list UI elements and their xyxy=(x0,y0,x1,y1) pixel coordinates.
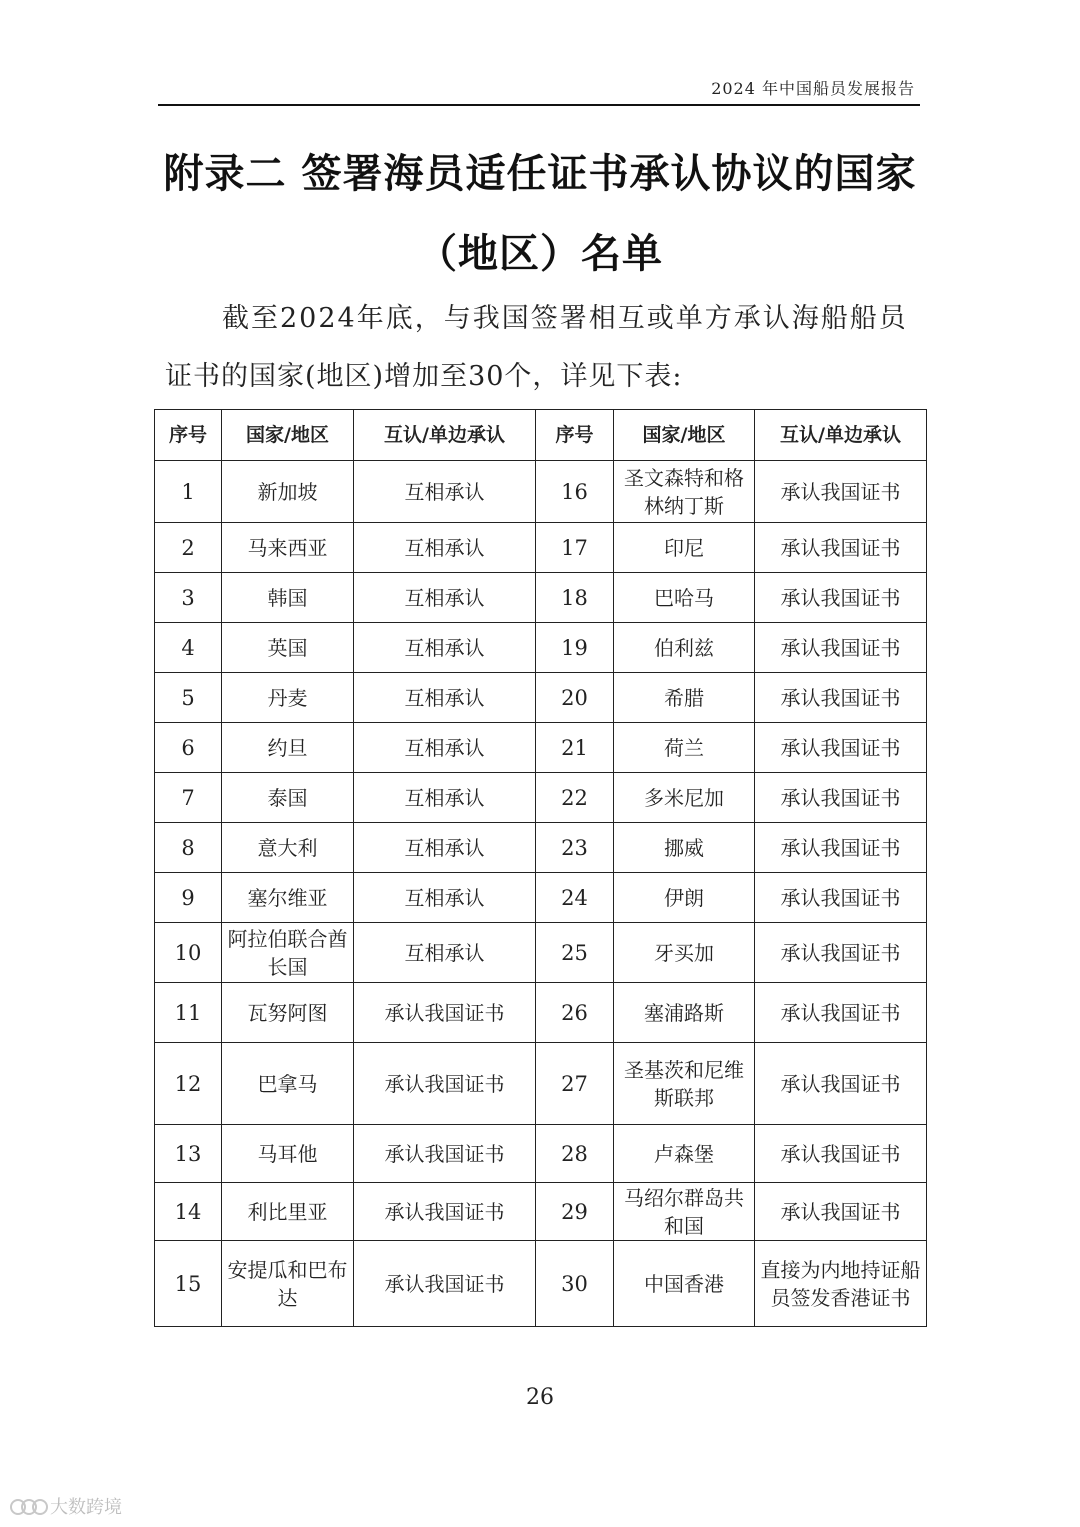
cell-recognition: 承认我国证书 xyxy=(755,673,927,723)
running-header: 2024 年中国船员发展报告 xyxy=(711,79,915,98)
cell-seq: 30 xyxy=(536,1241,614,1327)
cell-recognition: 承认我国证书 xyxy=(755,983,927,1043)
intro-line-2: 证书的国家(地区)增加至30个，详见下表: xyxy=(165,361,683,392)
cell-country: 巴哈马 xyxy=(614,573,755,623)
cell-country: 意大利 xyxy=(222,823,354,873)
cell-country: 利比里亚 xyxy=(222,1183,354,1241)
cell-recognition: 互相承认 xyxy=(354,773,536,823)
table-row xyxy=(155,923,927,983)
cell-country: 新加坡 xyxy=(222,461,354,523)
cell-seq: 20 xyxy=(536,673,614,723)
cell-seq: 7 xyxy=(155,773,222,823)
cell-recognition: 承认我国证书 xyxy=(354,983,536,1043)
cell-seq: 6 xyxy=(155,723,222,773)
cell-seq: 28 xyxy=(536,1125,614,1183)
cell-country: 塞浦路斯 xyxy=(614,983,755,1043)
cell-recognition: 互相承认 xyxy=(354,923,536,983)
watermark-text: 大数跨境 xyxy=(50,1497,122,1518)
cell-country: 约旦 xyxy=(222,723,354,773)
cell-recognition: 承认我国证书 xyxy=(755,573,927,623)
cell-country: 多米尼加 xyxy=(614,773,755,823)
header-divider xyxy=(158,104,920,106)
table-row xyxy=(155,983,927,1043)
cell-seq: 23 xyxy=(536,823,614,873)
header-seq-2: 序号 xyxy=(536,410,614,461)
intro-line-1: 截至2024年底，与我国签署相互或单方承认海船船员 xyxy=(222,303,908,334)
cell-recognition: 承认我国证书 xyxy=(354,1241,536,1327)
cell-recognition: 互相承认 xyxy=(354,723,536,773)
table-row xyxy=(155,773,927,823)
cell-seq: 22 xyxy=(536,773,614,823)
cell-seq: 27 xyxy=(536,1043,614,1125)
header-recognition-1: 互认/单边承认 xyxy=(354,410,536,461)
cell-country: 希腊 xyxy=(614,673,755,723)
cell-seq: 13 xyxy=(155,1125,222,1183)
table-row xyxy=(155,723,927,773)
cell-seq: 1 xyxy=(155,461,222,523)
cell-recognition: 承认我国证书 xyxy=(755,523,927,573)
cell-recognition: 承认我国证书 xyxy=(755,623,927,673)
cell-recognition: 承认我国证书 xyxy=(354,1043,536,1125)
cell-recognition: 直接为内地持证船员签发香港证书 xyxy=(755,1241,927,1327)
watermark-logo-icon xyxy=(10,1496,46,1516)
cell-country: 马绍尔群岛共和国 xyxy=(614,1183,755,1241)
cell-seq: 25 xyxy=(536,923,614,983)
cell-country: 伊朗 xyxy=(614,873,755,923)
cell-country: 安提瓜和巴布达 xyxy=(222,1241,354,1327)
cell-country: 中国香港 xyxy=(614,1241,755,1327)
cell-country: 卢森堡 xyxy=(614,1125,755,1183)
cell-country: 荷兰 xyxy=(614,723,755,773)
table-row xyxy=(155,461,927,523)
cell-seq: 16 xyxy=(536,461,614,523)
cell-seq: 12 xyxy=(155,1043,222,1125)
cell-country: 塞尔维亚 xyxy=(222,873,354,923)
cell-recognition: 互相承认 xyxy=(354,623,536,673)
cell-recognition: 承认我国证书 xyxy=(755,1043,927,1125)
header-recognition-2: 互认/单边承认 xyxy=(755,410,927,461)
table-row xyxy=(155,573,927,623)
cell-country: 阿拉伯联合酋长国 xyxy=(222,923,354,983)
cell-country: 马来西亚 xyxy=(222,523,354,573)
cell-seq: 26 xyxy=(536,983,614,1043)
cell-recognition: 承认我国证书 xyxy=(755,1125,927,1183)
cell-seq: 14 xyxy=(155,1183,222,1241)
cell-seq: 11 xyxy=(155,983,222,1043)
table-row xyxy=(155,623,927,673)
cell-country: 泰国 xyxy=(222,773,354,823)
cell-recognition: 互相承认 xyxy=(354,673,536,723)
cell-seq: 15 xyxy=(155,1241,222,1327)
table-row xyxy=(155,673,927,723)
cell-recognition: 承认我国证书 xyxy=(354,1183,536,1241)
cell-seq: 9 xyxy=(155,873,222,923)
watermark xyxy=(10,1493,122,1519)
cell-country: 圣基茨和尼维斯联邦 xyxy=(614,1043,755,1125)
table-row xyxy=(155,873,927,923)
table-row xyxy=(155,1043,927,1125)
table-row xyxy=(155,1183,927,1241)
table-row xyxy=(155,523,927,573)
cell-recognition: 互相承认 xyxy=(354,523,536,573)
cell-recognition: 承认我国证书 xyxy=(755,873,927,923)
cell-recognition: 互相承认 xyxy=(354,873,536,923)
cell-country: 印尼 xyxy=(614,523,755,573)
table-header-row xyxy=(155,410,927,461)
header-country-1: 国家/地区 xyxy=(222,410,354,461)
cell-seq: 21 xyxy=(536,723,614,773)
cell-seq: 10 xyxy=(155,923,222,983)
cell-country: 马耳他 xyxy=(222,1125,354,1183)
cell-seq: 3 xyxy=(155,573,222,623)
cell-seq: 5 xyxy=(155,673,222,723)
cell-seq: 24 xyxy=(536,873,614,923)
cell-seq: 18 xyxy=(536,573,614,623)
cell-country: 伯利兹 xyxy=(614,623,755,673)
cell-country: 巴拿马 xyxy=(222,1043,354,1125)
header-seq-1: 序号 xyxy=(155,410,222,461)
cell-seq: 8 xyxy=(155,823,222,873)
cell-recognition: 互相承认 xyxy=(354,573,536,623)
table-row xyxy=(155,1125,927,1183)
cell-recognition: 承认我国证书 xyxy=(755,823,927,873)
header-country-2: 国家/地区 xyxy=(614,410,755,461)
cell-country: 瓦努阿图 xyxy=(222,983,354,1043)
table-row xyxy=(155,1241,927,1327)
cell-seq: 17 xyxy=(536,523,614,573)
cell-recognition: 互相承认 xyxy=(354,461,536,523)
cell-seq: 4 xyxy=(155,623,222,673)
cell-country: 韩国 xyxy=(222,573,354,623)
intro-paragraph xyxy=(165,290,915,406)
cell-country: 牙买加 xyxy=(614,923,755,983)
cell-recognition: 承认我国证书 xyxy=(755,461,927,523)
cell-recognition: 承认我国证书 xyxy=(755,723,927,773)
cell-country: 丹麦 xyxy=(222,673,354,723)
cell-seq: 29 xyxy=(536,1183,614,1241)
countries-table xyxy=(154,409,927,1327)
cell-country: 挪威 xyxy=(614,823,755,873)
cell-seq: 19 xyxy=(536,623,614,673)
cell-recognition: 互相承认 xyxy=(354,823,536,873)
cell-recognition: 承认我国证书 xyxy=(755,1183,927,1241)
table-row xyxy=(155,823,927,873)
cell-recognition: 承认我国证书 xyxy=(755,923,927,983)
cell-country: 圣文森特和格林纳丁斯 xyxy=(614,461,755,523)
page-number: 26 xyxy=(526,1385,554,1410)
cell-seq: 2 xyxy=(155,523,222,573)
cell-recognition: 承认我国证书 xyxy=(354,1125,536,1183)
cell-recognition: 承认我国证书 xyxy=(755,773,927,823)
appendix-title-line-2: （地区）名单 xyxy=(417,231,663,277)
cell-country: 英国 xyxy=(222,623,354,673)
appendix-title-line-1: 附录二 签署海员适任证书承认协议的国家 xyxy=(163,151,917,197)
